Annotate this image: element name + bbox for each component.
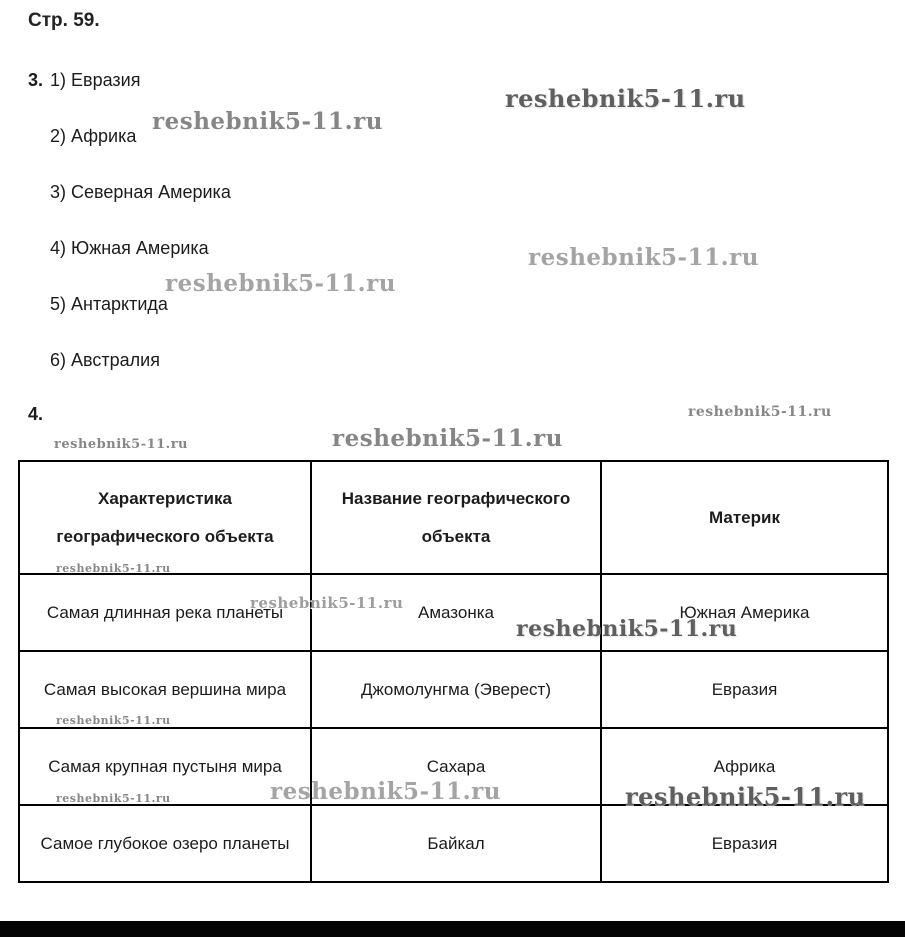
question-number: 4. <box>28 404 44 424</box>
watermark: reshebnik5-11.ru <box>250 594 404 612</box>
list-item <box>28 238 231 294</box>
table-cell-continent: Евразия <box>601 805 888 882</box>
list-item <box>28 294 231 350</box>
watermark: reshebnik5-11.ru <box>152 108 383 135</box>
watermark: reshebnik5-11.ru <box>528 244 759 271</box>
table-cell-characteristic: Самая крупная пустыня мира <box>19 728 311 805</box>
table-header-row <box>19 461 888 574</box>
watermark: reshebnik5-11.ru <box>165 270 396 297</box>
table-header-cell: Материк <box>601 461 888 574</box>
list-item <box>28 182 231 238</box>
watermark: reshebnik5-11.ru <box>516 616 738 642</box>
table-cell-characteristic: Самая длинная река планеты <box>19 574 311 651</box>
question-4-answer-table <box>18 460 889 883</box>
list-item-text: 1) Евразия <box>50 70 141 90</box>
list-item-text: 5) Антарктида <box>50 294 168 314</box>
table-row <box>19 805 888 882</box>
table-row <box>19 574 888 651</box>
watermark: reshebnik5-11.ru <box>505 84 746 113</box>
watermark: reshebnik5-11.ru <box>625 782 866 811</box>
watermark: reshebnik5-11.ru <box>56 714 171 727</box>
list-item-text: 3) Северная Америка <box>50 182 231 202</box>
table-cell-object-name: Амазонка <box>311 574 601 651</box>
table-cell-continent: Евразия <box>601 651 888 728</box>
watermark: reshebnik5-11.ru <box>688 404 832 420</box>
table-cell-continent: Африка <box>601 728 888 805</box>
list-item <box>28 70 231 126</box>
list-item <box>28 126 231 182</box>
table-cell-object-name: Джомолунгма (Эверест) <box>311 651 601 728</box>
watermark: reshebnik5-11.ru <box>332 425 563 452</box>
table-cell-characteristic: Самая высокая вершина мира <box>19 651 311 728</box>
table-row <box>19 651 888 728</box>
list-item-text: 2) Африка <box>50 126 137 146</box>
list-item-text: 4) Южная Америка <box>50 238 209 258</box>
table-cell-characteristic: Самое глубокое озеро планеты <box>19 805 311 882</box>
list-item <box>28 350 231 406</box>
watermark: reshebnik5-11.ru <box>56 792 171 805</box>
question-number: 3. <box>28 70 44 90</box>
table-header-cell: Название географического объекта <box>311 461 601 574</box>
question-3-answer-list <box>28 70 231 406</box>
bottom-black-bar <box>0 921 905 937</box>
list-item-text: 6) Австралия <box>50 350 160 370</box>
table-row <box>19 728 888 805</box>
table-cell-object-name: Сахара <box>311 728 601 805</box>
watermark: reshebnik5-11.ru <box>54 437 189 452</box>
table-header-cell: Характеристика географического объекта <box>19 461 311 574</box>
table-cell-object-name: Байкал <box>311 805 601 882</box>
table-cell-continent: Южная Америка <box>601 574 888 651</box>
watermark: reshebnik5-11.ru <box>56 562 171 575</box>
watermark: reshebnik5-11.ru <box>270 778 501 805</box>
page-title: Стр. 59. <box>28 10 100 31</box>
